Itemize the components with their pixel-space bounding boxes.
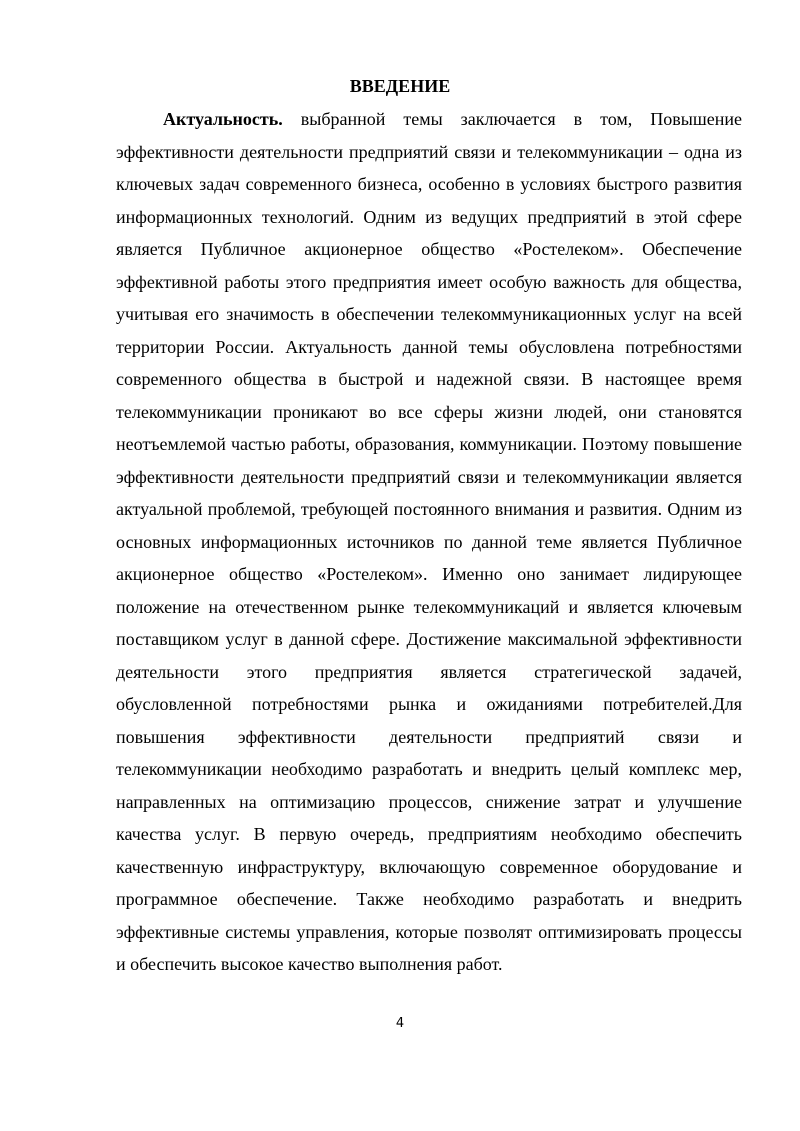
paragraph-lead: Актуальность.: [163, 109, 283, 129]
paragraph-text: выбранной темы заключается в том, Повышение эффективности деятельности предприятий связи и телекоммуникации – одна из ключевых задач современного бизнеса, особенно в условиях быстрого развития информационных технологий. Одним из ведущих предприятий в этой сфере является Публичное акционерное общество «Ростелеком». Обеспечение эффективной работы этого предприятия имеет особую важность для общества, учитывая его значимость в обеспечении телекоммуникационных услуг на всей территории России. Актуальность данной темы обусловлена потребностями современного общества в быстрой и надежной связи. В настоящее время телекоммуникации проникают во все сферы жизни людей, они становятся неотъемлемой частью работы, образования, коммуникации. Поэтому повышение эффективности деятельности предприятий связи и телекоммуникации является актуальной проблемой, требующей постоянного внимания и развития. Одним из основных информационных источников по данной теме является Публичное акционерное общество «Ростелеком». Именно оно занимает лидирующее положение на отечественном рынке телекоммуникаций и является ключевым поставщиком услуг в данной сфере. Достижение максимальной эффективности деятельности этого предприятия является стратегической задачей, обусловленной потребностями рынка и ожиданиями потребителей.Для повышения эффективности деятельности предприятий связи и телекоммуникации необходимо разработать и внедрить целый комплекс мер, направленных на оптимизацию процессов, снижение затрат и улучшение качества услуг. В первую очередь, предприятиям необходимо обеспечить качественную инфраструктуру, включающую современное оборудование и программное обеспечение. Также необходимо разработать и внедрить эффективные системы управления, которые позволят оптимизировать процессы и обеспечить высокое качество выполнения работ.: [116, 109, 742, 974]
page-number: 4: [395, 1016, 405, 1031]
body-paragraph: [116, 103, 742, 981]
section-heading: ВВЕДЕНИЕ: [349, 76, 451, 96]
